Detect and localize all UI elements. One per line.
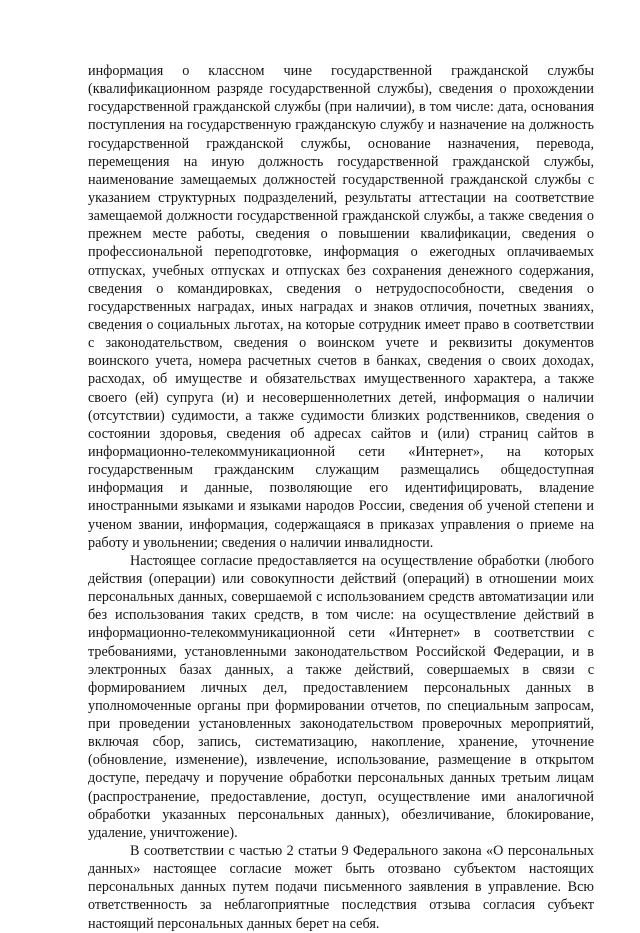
text-line: государственных наградах, иных наградах и знаков отличия, почетных званиях, [88,298,594,315]
text-line: информационно-телекоммуникационной сети «Интернет», на которых [88,443,594,460]
text-line: отпусках, учебных отпусках и отпусках без сохранения денежного содержания, [88,262,594,279]
text-line: Настоящее согласие предоставляется на осуществление обработки (любого [130,552,594,569]
paragraph-p2 [88,552,594,842]
text-line: государственной гражданской службы, основание назначения, перевода, [88,135,594,152]
text-line: формированием личных дел, предоставлением персональных данных в [88,679,594,696]
text-line: сведения о командировках, сведения о нетрудоспособности, сведения о [88,280,594,297]
text-line: сведения о социальных льготах, на которые сотрудник имеет право в соответствии [88,316,594,333]
text-line: действия (операции) или совокупности действий (операций) в отношении моих [88,570,594,587]
paragraph-p3 [88,842,594,933]
text-line: воинского учета, номера расчетных счетов в банках, сведения о своих доходах, [88,353,594,370]
text-line: настоящий персональных данных берет на себя. [88,915,380,932]
text-line: доступе, передачу и поручение обработки персональных данных третьим лицам [88,770,594,787]
text-line: уполномоченные органы при формировании отчетов, по специальным запросам, [88,697,594,714]
text-line: (отсутствии) судимости, а также судимости близких родственников, сведения о [88,407,594,424]
text-line: своего (ей) супруга (и) и несовершеннолетних детей, информация о наличии [88,389,594,406]
text-line: прежнем месте работы, сведения о повышении квалификации, сведения о [88,226,594,243]
text-line: с законодательством, сведения о воинском учете и реквизиты документов [88,335,594,352]
text-line: профессиональной переподготовке, информация о ежегодных оплачиваемых [88,244,594,261]
text-line: без использования таких средств, в том числе: на осуществление действий в [88,607,594,624]
text-line: работу и увольнении; сведения о наличии инвалидности. [88,534,434,551]
text-line: информационно-телекоммуникационной сети «Интернет» в соответствии с [88,625,594,642]
text-line: персональных данных путем подачи письменного заявления в управление. Всю [88,879,594,896]
text-line: удаление, уничтожение). [88,824,238,841]
text-line: (квалификационном разряде государственной службы), сведения о прохождении [88,81,594,98]
text-line: иностранными языками и языками народов России, сведения об ученой степени и [88,498,594,515]
text-line: В соответствии с частью 2 статьи 9 Федерального закона «О персональных [130,843,594,860]
text-line: обработки указанных персональных данных), обезличивание, блокирование, [88,806,594,823]
text-line: замещаемой должности государственной гражданской службы, а также сведения о [88,208,594,225]
text-line: информация о классном чине государственной гражданской службы [88,63,594,79]
text-line: включая сбор, запись, систематизацию, накопление, хранение, уточнение [88,734,594,751]
paragraph-p1 [88,62,594,552]
text-line: расходах, об имуществе и обязательствах имущественного характера, а также [88,371,594,388]
text-line: (распространение, предоставление, доступ, осуществление ими аналогичной [88,788,594,805]
text-line: данных» настоящее согласие может быть отозвано субъектом настоящих [88,861,594,878]
text-line: информация и данные, позволяющие его идентифицировать, владение [88,480,594,497]
text-line: государственным гражданским служащим размещались общедоступная [88,462,594,479]
text-line: перемещения на иную должность государственной гражданской службы, [88,153,594,170]
text-line: государственной гражданской службы (при наличии), в том числе: дата, основания [88,99,594,116]
text-line: требованиями, установленными законодательством Российской Федерации, и в [88,643,594,660]
text-line: наименование замещаемых должностей государственной гражданской службы с [88,171,594,188]
text-line: ученом звании, информация, содержащаяся в приказах управления о приеме на [88,516,594,533]
text-line: поступления на государственную гражданскую службу и назначение на должность [88,117,594,134]
text-line: при проведении установленных законодательством проверочных мероприятий, [88,716,594,733]
document-page [88,62,594,933]
text-line: состоянии здоровья, сведения об адресах сайтов и (или) страниц сайтов в [88,425,594,442]
text-line: указанием структурных подразделений, результаты аттестации на соответствие [88,189,594,206]
text-line: персональных данных, совершаемой с использованием средств автоматизации или [88,589,594,606]
text-line: (обновление, изменение), извлечение, использование, размещение в открытом [88,752,594,769]
text-line: ответственность за неблагоприятные последствия отзыва согласия субъект [88,897,594,914]
text-line: электронных базах данных, а также действий, совершаемых в связи с [88,661,594,678]
